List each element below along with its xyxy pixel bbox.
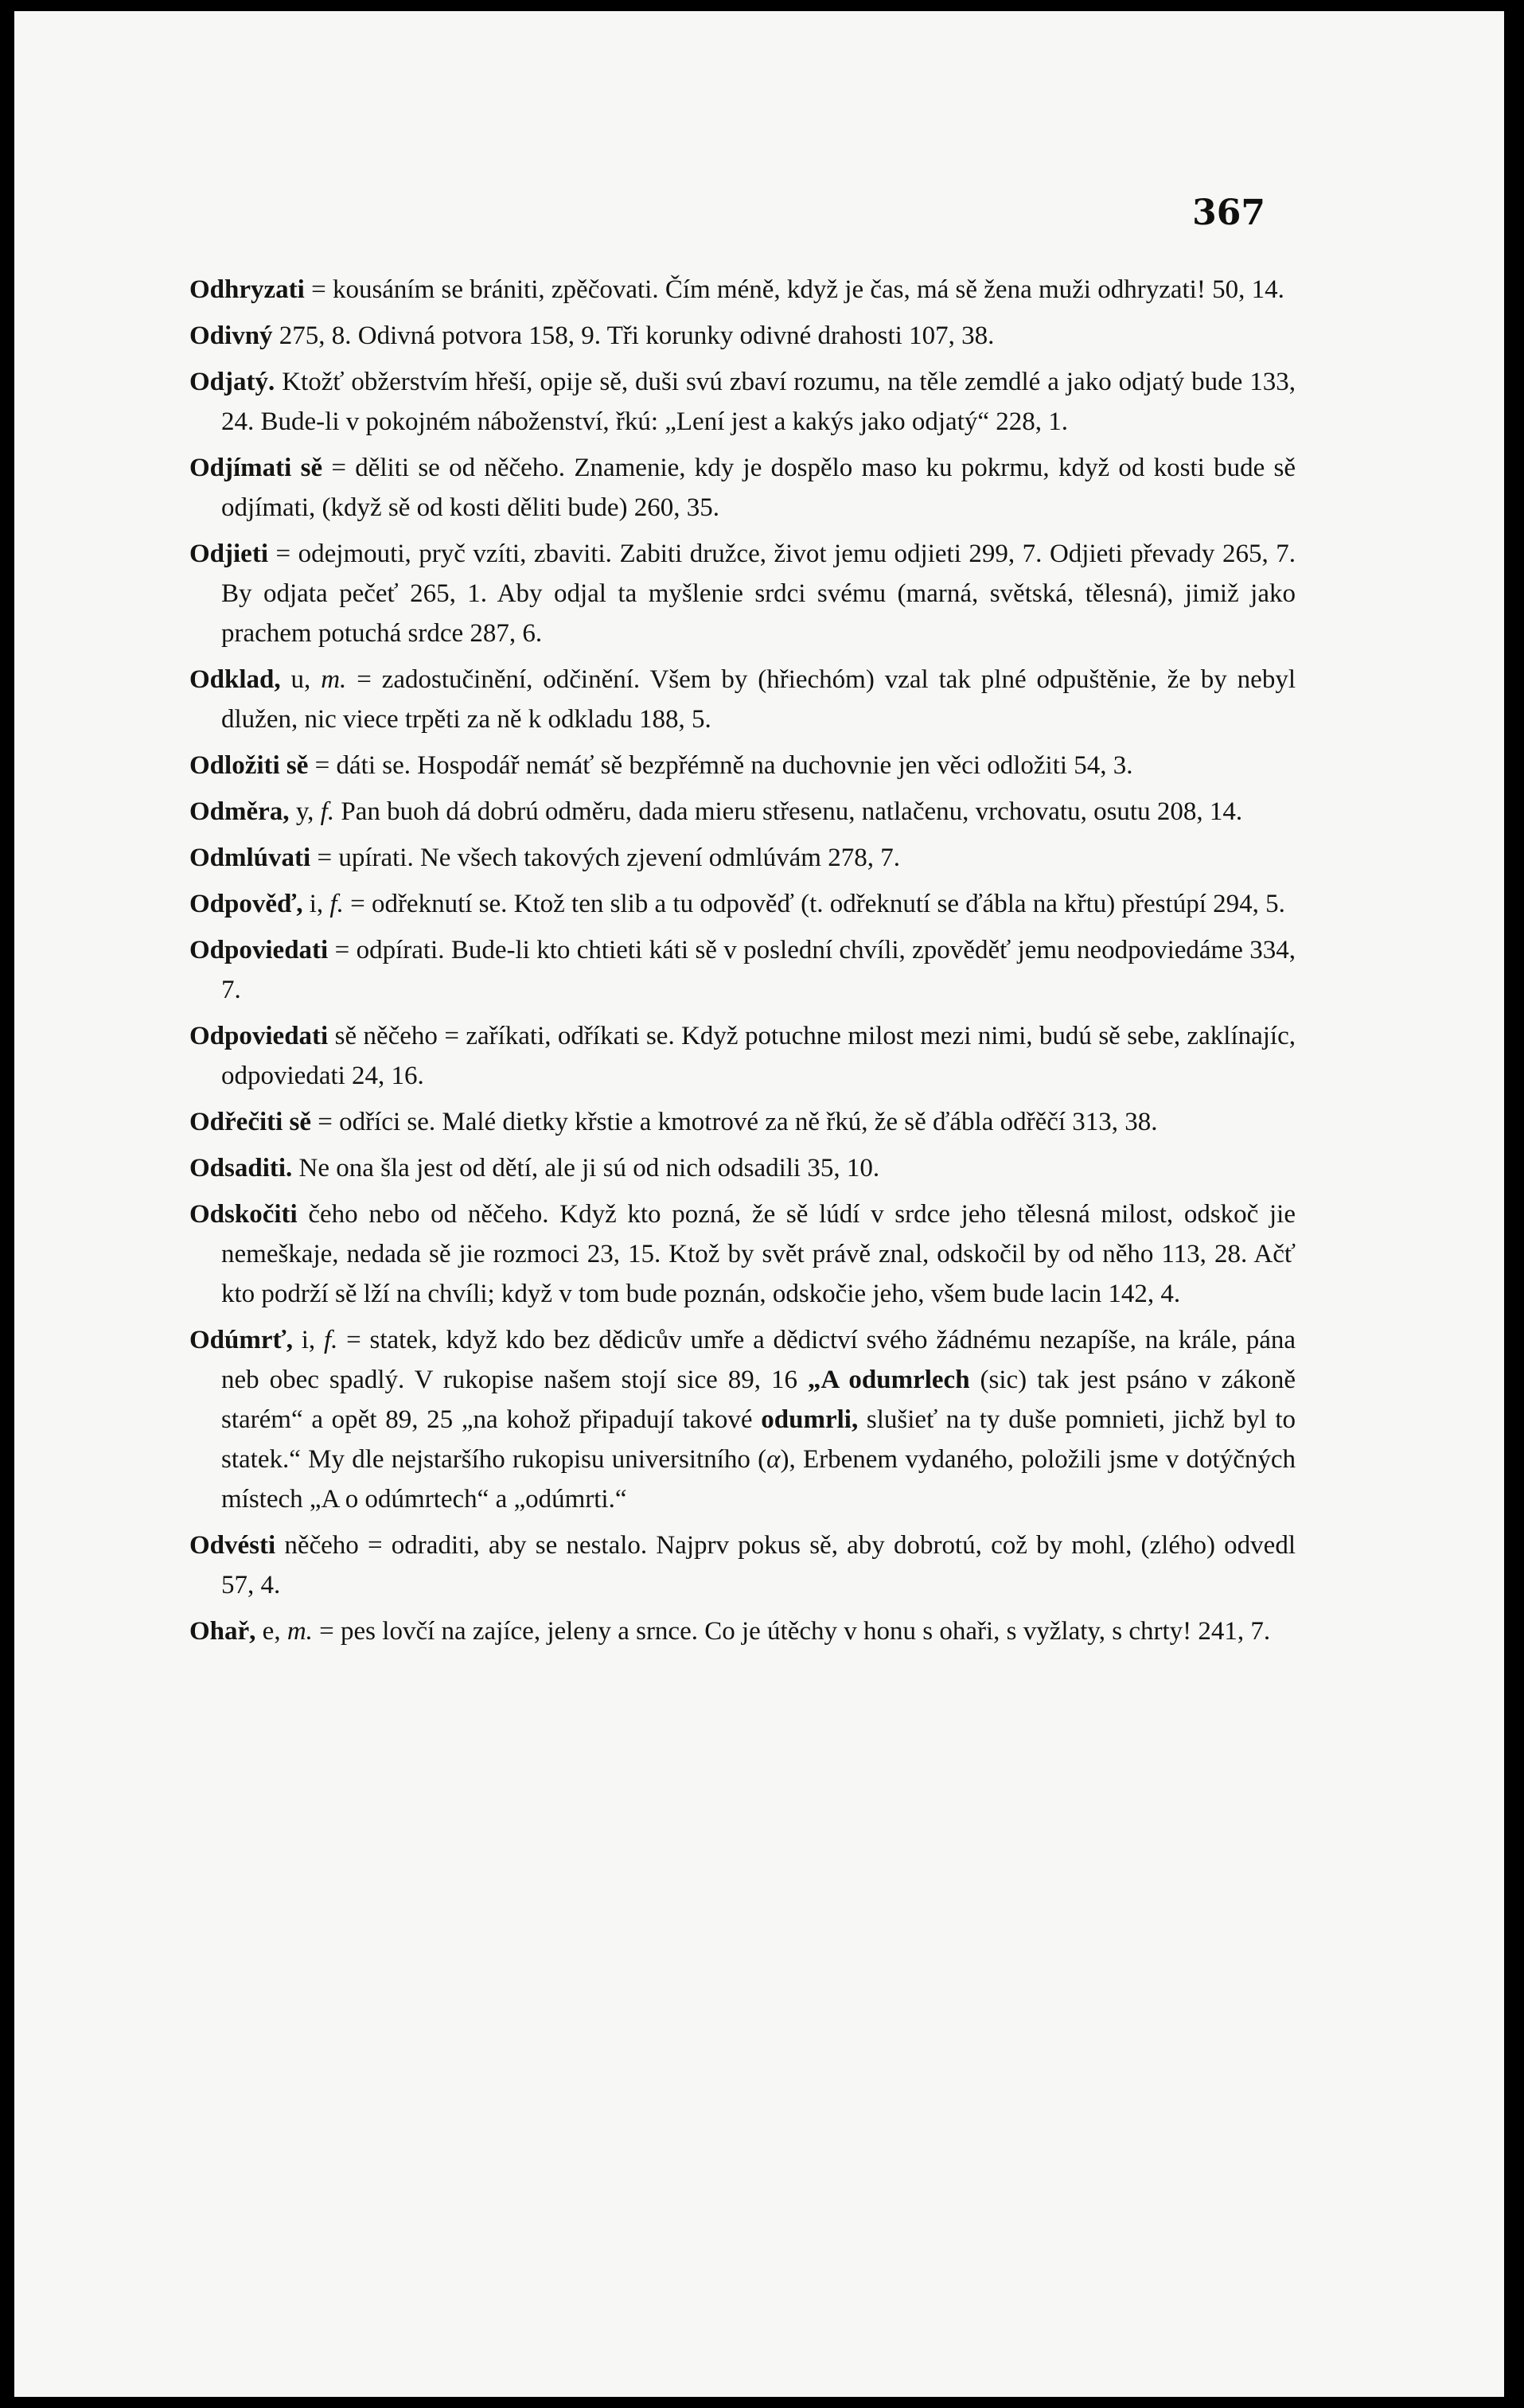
entry-text: = odříci se. Malé dietky křstie a kmotrové za ně řkú, že sě ďábla odřěčí 313, 38. [311,1108,1158,1136]
entry-text: = pes lovčí na zajíce, jeleny a srnce. Co je útěchy v honu s ohaři, s vyžlaty, s chrty! 241, 7. [312,1617,1271,1646]
entry-headword: Odsaditi. [189,1154,293,1183]
book-page [14,11,1504,2397]
entry-text: = statek, když kdo bez dědicův umře a dědictví svého žádnému nezapíše, na krále, pána neb obec spadlý. V rukopise našem stojí sice 89, 16 [221,1326,1296,1394]
entry-headword: Odmlúvati [189,844,311,872]
entry-gender: m. [286,1617,313,1646]
entry-headword: Ohař, [189,1617,256,1646]
entry-headword: Odpověď, [189,890,303,918]
entry-text: = odejmouti, pryč vzíti, zbaviti. Zabiti družce, život jemu odjieti 299, 7. Odjieti převady 265, 7. By odjata pečeť 265, 1. Aby odjal ta myšlenie srdci svému (marná, světská, tělesná), jimiž jako prachem potuchá srdce 287, 6. [221,540,1296,648]
entry-headword: Odvésti [189,1531,276,1560]
entry-headword: Odhryzati [189,275,305,304]
entry-grammar: y, [289,797,321,826]
entry-text: = dáti se. Hospodář nemáť sě bezpřémně na duchovnie jen věci odložiti 54, 3. [308,751,1133,780]
dictionary-entry [189,448,1296,528]
entry-gender: f. [323,1326,338,1354]
entry-headword: Odklad, [189,665,281,694]
entry-text: sě něčeho = zaříkati, odříkati se. Když potuchne milost mezi nimi, budú sě sebe, zaklínajíc, odpoviedati 24, 16. [221,1022,1296,1090]
entry-headword: Odskočiti [189,1200,298,1229]
entry-text: slušieť na ty duše pomnieti, jichž byl to statek.“ My dle nejstaršího rukopisu universitního ( [221,1405,1296,1474]
entry-quote-bold: odumrli, [761,1405,859,1434]
entry-gender: f. [320,797,335,826]
entry-text: = kousáním se brániti, zpěčovati. Čím méně, když je čas, má sě žena muži odhryzati! 50, 14. [304,275,1284,304]
entry-text: ), Erbenem vydaného, položili jsme v dotýčných místech „A o odúmrtech“ a „odúmrti.“ [221,1445,1296,1514]
entry-grammar: e, [255,1617,287,1646]
entry-grammar: u, [280,665,322,694]
dictionary-entry [189,1148,1296,1188]
dictionary-entries [189,270,1296,1658]
entry-text: = odpírati. Bude-li kto chtieti káti sě v poslední chvíli, zpověděť jemu neodpoviedáme 334, 7. [221,936,1296,1004]
dictionary-entry [189,884,1296,924]
entry-text: Ktožť obžerstvím hřeší, opije sě, duši svú zbaví rozumu, na těle zemdlé a jako odjatý bude 133, 24. Bude-li v pokojném náboženství, řkú: „Lení jest a kakýs jako odjatý“ 228, 1. [221,368,1296,436]
entry-text: = odřeknutí se. Ktož ten slib a tu odpověď (t. odřeknutí se ďábla na křtu) přestúpí 294, 5. [343,890,1285,918]
entry-headword: Odpoviedati [189,936,329,964]
entry-headword: Odřečiti sě [189,1108,312,1136]
dictionary-entry [189,930,1296,1010]
entry-text: = děliti se od něčeho. Znamenie, kdy je dospělo maso ku pokrmu, když od kosti bude sě odjímati, (když sě od kosti děliti bude) 260, 35. [221,454,1296,522]
entry-gender: f. [329,890,344,918]
entry-text: Pan buoh dá dobrú odměru, dada mieru střesenu, natlačenu, vrchovatu, osutu 208, 14. [334,797,1243,826]
entry-headword: Odpoviedati [189,1022,329,1050]
entry-text: něčeho = odraditi, aby se nestalo. Najprv pokus sě, aby dobrotú, což by mohl, (zlého) odvedl 57, 4. [221,1531,1296,1599]
entry-headword: Odivný [189,321,273,350]
entry-text: (sic) tak jest psáno v zákoně starém“ a opět 89, 25 „na kohož připadují takové [221,1366,1296,1434]
dictionary-entry [189,1525,1296,1605]
dictionary-entry [189,316,1296,356]
dictionary-entry [189,534,1296,653]
entry-headword: Odjatý. [189,368,275,396]
dictionary-entry [189,362,1296,442]
entry-grammar: i, [292,1326,324,1354]
entry-headword: Odjieti [189,540,268,568]
entry-text: Ne ona šla jest od dětí, ale ji sú od nich odsadili 35, 10. [292,1154,880,1183]
dictionary-entry [189,1320,1296,1519]
entry-grammar: i, [302,890,330,918]
entry-gender: m. [321,665,347,694]
dictionary-entry [189,838,1296,878]
dictionary-entry [189,1611,1296,1651]
dictionary-entry [189,660,1296,739]
entry-headword: Odjímati sě [189,454,323,482]
page-number: 367 [1192,193,1265,233]
dictionary-entry [189,270,1296,310]
entry-text: = upírati. Ne všech takových zjevení odmlúvám 278, 7. [310,844,900,872]
dictionary-entry [189,1194,1296,1314]
dictionary-entry [189,746,1296,785]
dictionary-entry [189,792,1296,832]
entry-headword: Odložiti sě [189,751,309,780]
dictionary-entry [189,1016,1296,1096]
dictionary-entry [189,1102,1296,1142]
entry-text: = zadostučinění, odčinění. Všem by (hřiechóm) vzal tak plné odpuštěnie, že by nebyl dlužen, nic viece trpěti za ně k odkladu 188, 5. [221,665,1296,734]
entry-text: čeho nebo od něčeho. Když kto pozná, že sě lúdí v srdce jeho tělesná milost, odskoč jie nemeškaje, nedada sě jie rozmoci 23, 15. Ktož by svět právě znal, odskočil by od něho 113, 28. Ačť kto podrží sě lží na chvíli; když v tom bude poznán, odskočie jeho, všem bude lacin 142, 4. [221,1200,1296,1308]
entry-quote-bold: „A odumrlech [807,1366,970,1394]
entry-text: 275, 8. Odivná potvora 158, 9. Tři korunky odivné drahosti 107, 38. [272,321,995,350]
entry-siglum: α [766,1445,781,1474]
entry-headword: Odměra, [189,797,290,826]
entry-headword: Odúmrť, [189,1326,293,1354]
